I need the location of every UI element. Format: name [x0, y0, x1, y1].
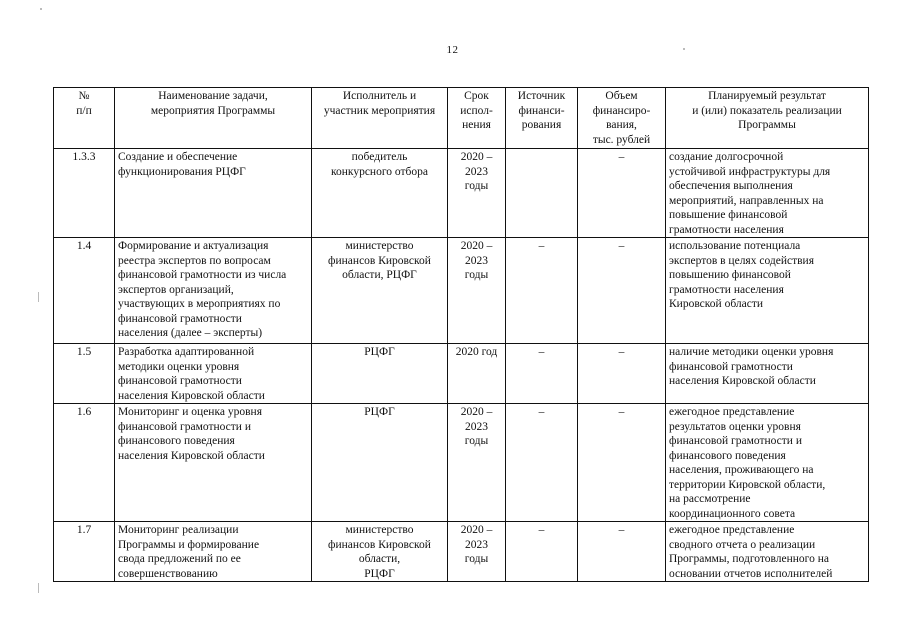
row-funding-source: –	[506, 404, 578, 522]
row-result: наличие методики оценки уровня финансовой грамотности населения Кировской области	[666, 344, 869, 404]
row-funding-volume: –	[578, 404, 666, 522]
program-activities-table	[53, 87, 869, 582]
row-funding-volume: –	[578, 522, 666, 582]
row-funding-source	[506, 149, 578, 238]
header-funding-volume: Объем финансиро- вания, тыс. рублей	[578, 88, 666, 149]
row-executor: министерство финансов Кировской области, РЦФГ	[312, 522, 448, 582]
header-result: Планируемый результат и (или) показатель реализации Программы	[666, 88, 869, 149]
header-task: Наименование задачи, мероприятия Программы	[115, 88, 312, 149]
row-term: 2020 – 2023 годы	[448, 522, 506, 582]
row-executor: РЦФГ	[312, 404, 448, 522]
row-funding-volume: –	[578, 149, 666, 238]
row-executor: министерство финансов Кировской области, РЦФГ	[312, 238, 448, 344]
header-number: № п/п	[54, 88, 115, 149]
row-term: 2020 – 2023 годы	[448, 238, 506, 344]
scan-speck	[38, 583, 39, 593]
row-task: Мониторинг и оценка уровня финансовой грамотности и финансового поведения населения Кировской области	[115, 404, 312, 522]
scan-speck	[38, 292, 39, 302]
row-task: Разработка адаптированной методики оценки уровня финансовой грамотности населения Кировской области	[115, 344, 312, 404]
row-result: использование потенциала экспертов в целях содействия повышению финансовой грамотности населения Кировской области	[666, 238, 869, 344]
table-row	[54, 404, 869, 522]
row-task: Мониторинг реализации Программы и формирование свода предложений по ее совершенствованию	[115, 522, 312, 582]
row-number: 1.4	[54, 238, 115, 344]
row-number: 1.3.3	[54, 149, 115, 238]
row-result: ежегодное представление результатов оценки уровня финансовой грамотности и финансового поведения населения, проживающего на территории Кировской области, на рассмотрение координационного совета	[666, 404, 869, 522]
header-funding-source: Источник финанси- рования	[506, 88, 578, 149]
row-funding-volume: –	[578, 344, 666, 404]
row-number: 1.7	[54, 522, 115, 582]
table-row	[54, 238, 869, 344]
table-row	[54, 149, 869, 238]
row-executor: РЦФГ	[312, 344, 448, 404]
scan-speck	[40, 8, 42, 10]
header-term: Срок испол- нения	[448, 88, 506, 149]
table-header-row	[54, 88, 869, 149]
table-row	[54, 522, 869, 582]
row-term: 2020 год	[448, 344, 506, 404]
row-term: 2020 – 2023 годы	[448, 404, 506, 522]
table-row	[54, 344, 869, 404]
row-number: 1.6	[54, 404, 115, 522]
row-result: создание долгосрочной устойчивой инфраструктуры для обеспечения выполнения мероприятий, направленных на повышение финансовой грамотности населения	[666, 149, 869, 238]
row-result: ежегодное представление сводного отчета о реализации Программы, подготовленного на основании отчетов исполнителей	[666, 522, 869, 582]
page-number: 12	[446, 44, 459, 56]
row-term: 2020 – 2023 годы	[448, 149, 506, 238]
header-executor: Исполнитель и участник мероприятия	[312, 88, 448, 149]
row-number: 1.5	[54, 344, 115, 404]
row-task: Формирование и актуализация реестра экспертов по вопросам финансовой грамотности из числа экспертов организаций, участвующих в мероприятиях по финансовой грамотности населения (далее – эксперты)	[115, 238, 312, 344]
row-task: Создание и обеспечение функционирования РЦФГ	[115, 149, 312, 238]
row-funding-source: –	[506, 238, 578, 344]
row-funding-source: –	[506, 522, 578, 582]
row-executor: победитель конкурсного отбора	[312, 149, 448, 238]
row-funding-source: –	[506, 344, 578, 404]
row-funding-volume: –	[578, 238, 666, 344]
